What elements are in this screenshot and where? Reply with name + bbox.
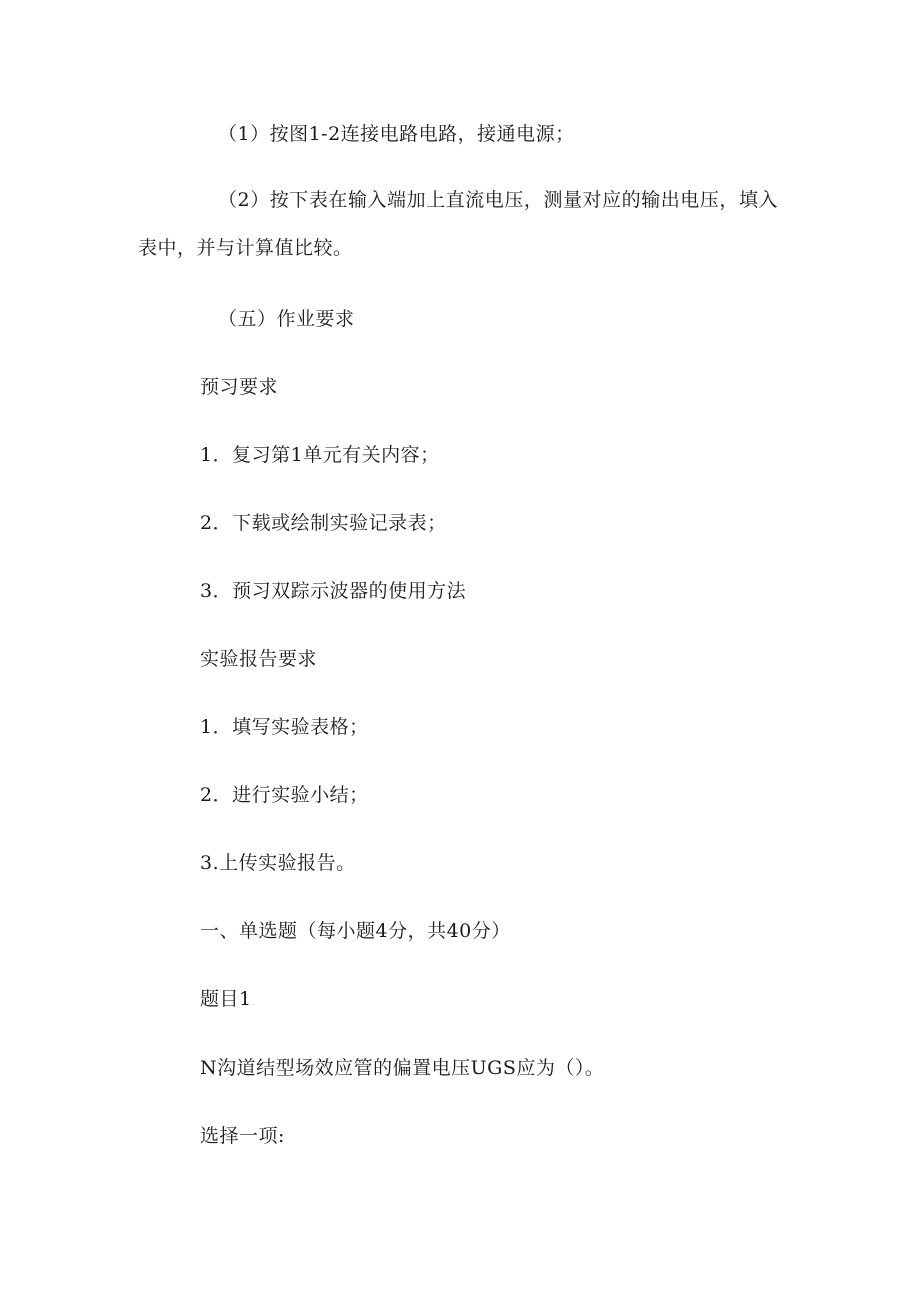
section-5-heading: （五）作业要求: [218, 308, 355, 330]
preview-item-2: 2．下载或绘制实验记录表；: [200, 512, 447, 534]
choose-one-label: 选择一项:: [200, 1125, 285, 1147]
question-text: N沟道结型场效应管的偏置电压UGS应为（）。: [200, 1057, 605, 1079]
preview-item-1: 1．复习第1单元有关内容；: [200, 444, 440, 466]
preview-item-3: 3．预习双踪示波器的使用方法: [200, 580, 467, 602]
report-requirements-title: 实验报告要求: [200, 648, 318, 670]
step-2-text: （2）按下表在输入端加上直流电压，测量对应的输出电压，填入表中，并与计算值比较。: [138, 189, 778, 259]
question-label: 题目1: [200, 988, 252, 1010]
report-item-2: 2．进行实验小结；: [200, 784, 369, 806]
step-1-text: （1）按图1-2连接电路电路，接通电源；: [218, 123, 575, 145]
preview-requirements-title: 预习要求: [200, 376, 279, 398]
report-item-1: 1．填写实验表格；: [200, 716, 369, 738]
single-choice-header: 一、单选题（每小题4分，共40分）: [200, 920, 511, 942]
report-item-3: 3.上传实验报告。: [200, 852, 356, 874]
